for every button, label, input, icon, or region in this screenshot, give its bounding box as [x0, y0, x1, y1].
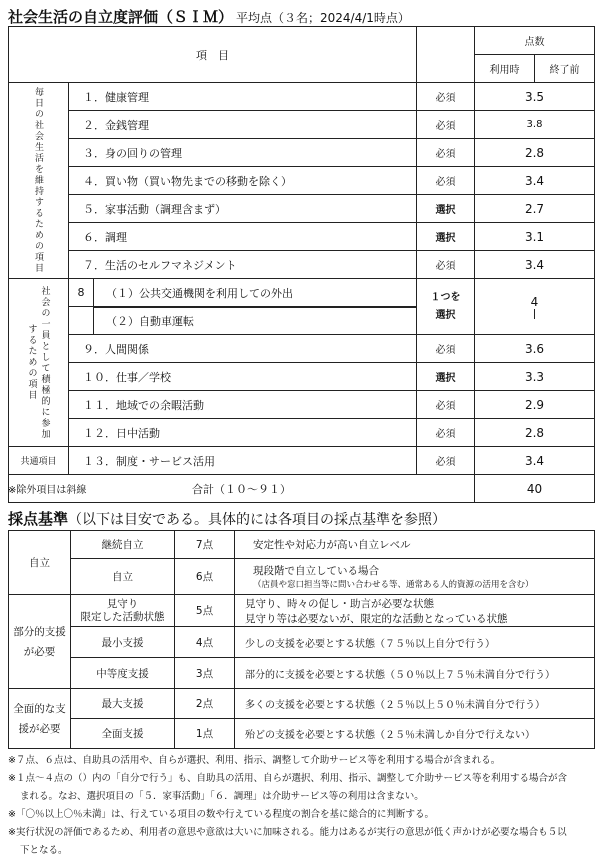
criteria-desc: 殆どの支援を必要とする状態（２５％未満しか自分で行えない） — [235, 719, 595, 749]
criteria-group: 全面的な支援が必要 — [9, 689, 71, 749]
item-label: ４．買い物（買い物先までの移動を除く） — [69, 167, 417, 195]
item-label: １．健康管理 — [69, 83, 417, 111]
total-label: 合計（１０～９１） — [9, 475, 475, 503]
criteria-heading: 採点基準（以下は目安である。具体的には各項目の採点基準を参照） — [8, 510, 447, 528]
item-value: 3.1 — [475, 223, 595, 251]
item-label: １２．日中活動 — [69, 419, 417, 447]
table-row — [9, 83, 595, 111]
item-req: 選択 — [417, 363, 475, 391]
criteria-level: 中等度支援 — [71, 658, 175, 689]
header-item: 項 目 — [9, 27, 417, 83]
criteria-row — [9, 719, 595, 749]
item-label: ５．家事活動（調理含まず） — [69, 195, 417, 223]
table-row — [9, 391, 595, 419]
header-points: 点数 — [475, 27, 595, 55]
criteria-points: 5点 — [175, 595, 235, 627]
item-label: １１．地域での余暇活動 — [69, 391, 417, 419]
item-req: 必須 — [417, 251, 475, 279]
item-label: １０．仕事／学校 — [69, 363, 417, 391]
item-value: 3.4 — [475, 251, 595, 279]
criteria-desc: 少しの支援を必要とする状態（７５％以上自分で行う） — [235, 627, 595, 658]
criteria-points: 1点 — [175, 719, 235, 749]
table-row — [9, 447, 595, 475]
item-value: 3.6 — [475, 335, 595, 363]
common-label: 共通項目 — [9, 447, 69, 475]
value-divider-line — [534, 309, 535, 319]
criteria-row — [9, 559, 595, 595]
total-value: 40 — [475, 475, 595, 503]
item-req: 必須 — [417, 419, 475, 447]
item-req: 必須 — [417, 83, 475, 111]
table-row — [9, 223, 595, 251]
item-req: 必須 — [417, 139, 475, 167]
notes-block — [8, 752, 594, 860]
note-line: まれる。なお、選択項目の「５．家事活動」「６．調理」は介助サービス等の利用は含まない。 — [20, 791, 424, 802]
criteria-level: 継続自立 — [71, 531, 175, 559]
item-value: 2.8 — [475, 139, 595, 167]
group1-label: 毎日の社会生活を維持するための項目 — [9, 83, 69, 279]
table-row — [9, 335, 595, 363]
criteria-desc: 部分的に支援を必要とする状態（５０％以上７５％未満自分で行う） — [235, 658, 595, 689]
item-value: 2.7 — [475, 195, 595, 223]
item-value: 3.8 — [475, 111, 595, 139]
total-row — [9, 475, 595, 503]
note-line: ※１点～４点の（）内の「自分で行う」も、自助具の活用、自らが選択、利用、指示、調整して介助サービス等を利用する場合が含 — [8, 773, 567, 784]
item-req: 選択 — [417, 195, 475, 223]
page-title: 社会生活の自立度評価（ＳＩＭ） — [8, 8, 234, 26]
criteria-level: 見守り 限定した活動状態 — [71, 595, 175, 627]
criteria-level: 全面支援 — [71, 719, 175, 749]
item-label: １３．制度・サービス活用 — [69, 447, 417, 475]
item-label: ２．金銭管理 — [69, 111, 417, 139]
criteria-row — [9, 627, 595, 658]
item-label: ６．調理 — [69, 223, 417, 251]
table-row — [9, 419, 595, 447]
criteria-points: 6点 — [175, 559, 235, 595]
criteria-desc-cell — [235, 595, 595, 627]
criteria-level: 最小支援 — [71, 627, 175, 658]
criteria-level: 最大支援 — [71, 689, 175, 719]
criteria-group: 自立 — [9, 531, 71, 595]
note-line: ※実行状況の評価であるため、利用者の意思や意欲は大いに加味される。能力はあるが実行の意思が低く声かけが必要な場合も５以 — [8, 827, 567, 838]
item-label: （１）公共交通機関を利用しての外出 — [93, 279, 416, 306]
criteria-desc2: 見守り等は必要ないが、限定的な活動となっている状態 — [245, 612, 508, 625]
criteria-table — [8, 530, 595, 749]
criteria-points: 7点 — [175, 531, 235, 559]
group2-label: 社会の一員として積極的に参加するための項目 — [9, 279, 69, 447]
sim-score-table — [8, 26, 595, 503]
item-label: ９．人間関係 — [69, 335, 417, 363]
item-req: 必須 — [417, 335, 475, 363]
excluded-note: ※除外項目は斜線 — [8, 485, 87, 496]
criteria-level: 自立 — [71, 559, 175, 595]
item8-sub-cell — [69, 307, 417, 335]
item-req: １つを選択 — [417, 279, 475, 335]
criteria-desc: 多くの支援を必要とする状態（２５％以上５０％未満自分で行う） — [235, 689, 595, 719]
item-req: 必須 — [417, 167, 475, 195]
item-value: 3.4 — [475, 447, 595, 475]
table-row — [9, 251, 595, 279]
criteria-points: 4点 — [175, 627, 235, 658]
criteria-row — [9, 595, 595, 627]
item-req: 必須 — [417, 391, 475, 419]
page-subtitle: 平均点（３名；2024/4/1時点） — [236, 11, 410, 25]
item-value: 2.9 — [475, 391, 595, 419]
criteria-desc2: （店員や窓口担当等に問い合わせる等、通常ある人的資源の活用を含む） — [253, 580, 534, 590]
header-use: 利用時 — [475, 55, 535, 83]
header-end: 終了前 — [535, 55, 595, 83]
criteria-row — [9, 658, 595, 689]
item8-cell — [69, 279, 417, 307]
item-value: 4 — [475, 279, 595, 335]
criteria-points: 2点 — [175, 689, 235, 719]
note-line: 下となる。 — [20, 845, 68, 856]
criteria-desc-cell — [235, 559, 595, 595]
note-line: ※７点、６点は、自助具の活用や、自らが選択、利用、指示、調整して介助サービス等を利用する場合が含まれる。 — [8, 755, 501, 766]
item8-number: 8 — [77, 286, 85, 299]
item-req: 必須 — [417, 111, 475, 139]
criteria-desc: 現段階で自立している場合 — [253, 565, 379, 577]
note-line: ※「〇％以上〇％未満」は、行えている項目の数や行えている程度の割合を基に総合的に判断する。 — [8, 809, 434, 820]
criteria-row — [9, 689, 595, 719]
header-req-blank — [417, 27, 475, 83]
criteria-desc: 見守り、時々の促し・助言が必要な状態 — [245, 597, 434, 610]
item-label: （２）自動車運転 — [93, 307, 416, 334]
table-row — [9, 139, 595, 167]
item-value: 2.8 — [475, 419, 595, 447]
criteria-group: 部分的支援が必要 — [9, 595, 71, 689]
criteria-desc: 安定性や対応力が高い自立レベル — [235, 531, 595, 559]
item-req: 選択 — [417, 223, 475, 251]
table-row — [9, 167, 595, 195]
item-label: ３．身の回りの管理 — [69, 139, 417, 167]
item-req: 必須 — [417, 447, 475, 475]
criteria-points: 3点 — [175, 658, 235, 689]
item-value: 3.4 — [475, 167, 595, 195]
table-row — [9, 111, 595, 139]
criteria-row — [9, 531, 595, 559]
item-value: 3.3 — [475, 363, 595, 391]
item-label: ７．生活のセルフマネジメント — [69, 251, 417, 279]
table-row — [9, 195, 595, 223]
table-row — [9, 279, 595, 307]
item-value: 3.5 — [475, 83, 595, 111]
table-row — [9, 363, 595, 391]
